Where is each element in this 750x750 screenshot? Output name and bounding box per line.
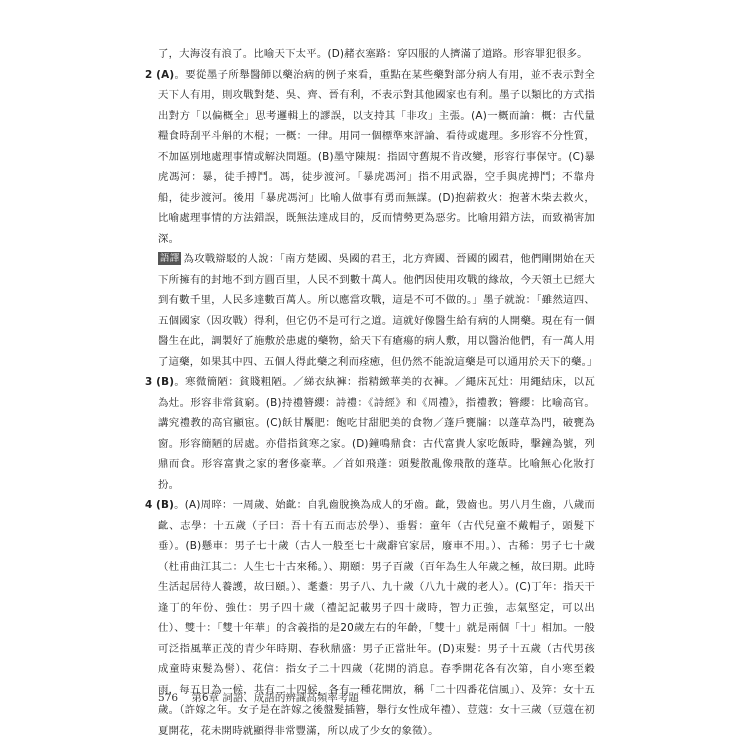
main-content xyxy=(145,44,598,741)
translation-badge: 語譯 xyxy=(160,253,180,264)
item-number: 4 xyxy=(145,499,153,511)
translation-block xyxy=(158,249,598,372)
item-number: 2 xyxy=(145,68,153,81)
item-explanation: 。(A)周晬：一周歲、始齔：自乳齒脫換為成人的牙齒。齔，毀齒也。男八月生齒，八歲而齔、志學：十五歲（子曰：吾十有五而志於學）、垂髫：童年（古代兒童不戴帽子，頭髮下垂）。(B)懸車：男子七十歲（古人一般至七十歲辭官家居，廢車不用。）、古稀：男子七十歲（杜甫曲江其二：人生七十古來稀。）、期頤：男子百歲（百年為生人年歲之極，故曰期。此時生活起居待人養護，故曰頤。）、耄耋：男子八、九十歲（八九十歲的老人）。(C)丁年：指天干逢丁的年份、強仕：男子四十歲（禮記記載男子四十歲時，智力正強，志氣堅定，可以出仕）、雙十：「雙十年華」的含義指的是20歲左右的年齡，「雙十」就是兩個「十」相加。一般可泛指風華正茂的青少年時期、春秋鼎盛：男子正當壯年。(D)束髮：男子十五歲（古代男孩成童時束髮為髻）、花信：指女子二十四歲（花開的消息。春季開花各有次第，自小寒至穀雨，每五日為一候，共有二十四候，各有一種花開放，稱「二十四番花信風」）、及笄：女十五歲。（許嫁之年。女子是在許嫁之後盤髮插簪，舉行女性成年禮）、荳蔻：女十三歲（豆蔻在初夏開花，花未開時就顯得非常豐滿，所以成了少女的象徵）。 xyxy=(158,499,595,737)
page-footer xyxy=(158,690,359,705)
item-answer: (A) xyxy=(156,68,175,81)
answer-item-3 xyxy=(145,372,595,495)
answer-item-2 xyxy=(145,65,598,373)
page-number: 576 xyxy=(158,692,179,704)
translation-text: 為攻戰辯駁的人說：「南方楚國、吳國的君王，北方齊國、晉國的國君，他們剛開始在天下所擁有的封地不到方圓百里，人民不到數十萬人。他們因使用攻戰的緣故，今天領土已經大到有數千里，人民多達數百萬人。所以應當攻戰，這是不可不做的。」墨子就說：「雖然這四、五個國家（因攻戰）得利，但它仍不是可行之道。這就好像醫生給有病的人開藥。現在有一個醫生在此，調製好了施敷於患處的藥物，給天下有瘡瘍的病人敷，用以醫治他們，有一萬人用了這藥，如果其中四、五個人得此藥之利而痊癒，但仍然不能說這藥是可以通用於天下的藥。」 xyxy=(158,253,598,368)
item-answer: (B) xyxy=(156,376,175,388)
item-explanation: 。寒微簡陋：貧賤粗陋。／綈衣紈褲：指精緻華美的衣褲。／繩床瓦灶：用繩結床，以瓦為灶。形容非常貧窮。(B)持禮簪纓：詩禮：《詩經》和《周禮》，指禮教；簪纓：比喻高官。講究禮教的高官顯宦。(C)飫甘饜肥：飽吃甘甜肥美的食物／蓬戶甕牖：以蓬草為門，破甕為窗。形容簡陋的居處。亦借指貧寒之家。(D)鐘鳴鼎食：古代富貴人家吃飯時，擊鐘為號，列鼎而食。形容富貴之家的奢侈豪華。／首如飛蓬：頭髮散亂像飛散的蓬草。比喻無心化妝打扮。 xyxy=(158,376,595,491)
continued-paragraph: 了，大海沒有浪了。比喻天下太平。(D)赭衣塞路：穿囚服的人擠滿了道路。形容罪犯很多。 xyxy=(158,48,588,60)
item-explanation: 。要從墨子所舉醫師以藥治病的例子來看，重點在某些藥對部分病人有用，並不表示對全天下人有用，則攻戰對楚、吳、齊、晉有利，不表示對其他國家也有利。墨子以類比的方式指出對方「以偏概全」思考邏輯上的謬誤，以支持其「非攻」主張。(A)一概而論：概：古代量糧食時刮平斗斛的木棍；一概：一律。用同一個標準來評論、看待或處理。多形容不分性質，不加區別地處理事情或解決問題。(B)墨守陳規：指固守舊規不肯改變，形容行事保守。(C)暴虎馮河：暴，徒手搏鬥。馮，徒步渡河。「暴虎馮河」指不用武器，空手與虎搏鬥；不靠舟船，徒步渡河。後用「暴虎馮河」比喻人做事有勇而無謀。(D)抱薪救火：抱著木柴去救火，比喻處理事情的方法錯誤，既無法達成目的，反而情勢更為惡劣。比喻用錯方法，而致禍害加深。 xyxy=(158,68,595,245)
item-answer: (B) xyxy=(156,499,175,511)
item-number: 3 xyxy=(145,376,153,388)
chapter-title: 第6章 詞語、成語的辨識高頻率考題 xyxy=(191,692,359,704)
